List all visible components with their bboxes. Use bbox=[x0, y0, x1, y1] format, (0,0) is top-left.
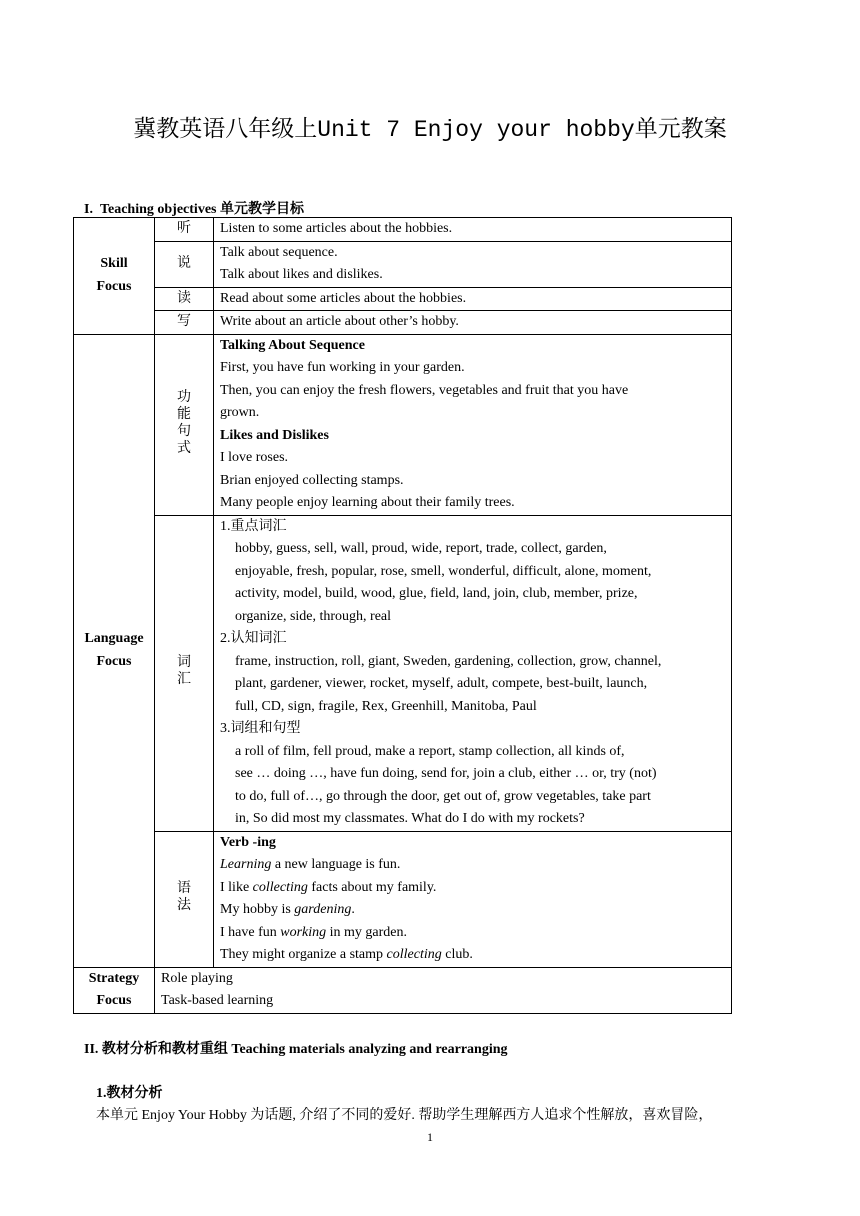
section-1-heading bbox=[84, 198, 304, 218]
body-paragraph: 本单元 Enjoy Your Hobby 为话题, 介绍了不同的爱好. 帮助学生理解西方人追求个性解放，喜欢冒险， bbox=[96, 1108, 713, 1123]
grammar-key: 语 法 bbox=[155, 831, 214, 967]
skill-content-listen: Listen to some articles about the hobbies. bbox=[214, 218, 732, 242]
skill-key-read: 读 bbox=[155, 287, 214, 311]
vocabulary-key: 词 汇 bbox=[155, 515, 214, 831]
table-row bbox=[74, 218, 732, 242]
skill-key-listen: 听 bbox=[155, 218, 214, 242]
strategy-focus-label: Strategy Focus bbox=[74, 967, 155, 1013]
section-1-title: Teaching objectives 单元教学目标 bbox=[99, 202, 304, 217]
functions-content: Talking About Sequence First, you have fun working in your garden. Then, you can enjoy the fresh flowers, vegetables and fruit that you have grown. Likes and Dislikes I love roses. Brian enjoyed collecting stamps. Many people enjoy learning about their family trees. bbox=[214, 334, 732, 515]
table-row bbox=[74, 967, 732, 1013]
table-row bbox=[74, 241, 732, 287]
skill-focus-label: Skill Focus bbox=[74, 218, 155, 335]
page-number: 1 bbox=[427, 1130, 433, 1144]
skill-key-speak: 说 bbox=[155, 241, 214, 287]
skill-key-write: 写 bbox=[155, 311, 214, 335]
section-1-number: I. bbox=[84, 202, 93, 217]
section-2-heading: II. 教材分析和教材重组 Teaching materials analyzing and rearranging bbox=[84, 1042, 508, 1057]
grammar-content: Verb -ing Learning a new language is fun. I like collecting facts about my family. My hobby is gardening. I have fun working in my garden. They might organize a stamp collecting club. bbox=[214, 831, 732, 967]
table-row bbox=[74, 287, 732, 311]
functions-key: 功 能 句 式 bbox=[155, 334, 214, 515]
subsection-1-heading: 1.教材分析 bbox=[96, 1086, 163, 1101]
document-title: 冀教英语八年级上Unit 7 Enjoy your hobby单元教案 bbox=[133, 117, 727, 143]
table-row bbox=[74, 334, 732, 515]
table-row bbox=[74, 515, 732, 831]
table-row bbox=[74, 311, 732, 335]
skill-content-write: Write about an article about other’s hobby. bbox=[214, 311, 732, 335]
language-focus-label: Language Focus bbox=[74, 334, 155, 967]
vocabulary-content: 1.重点词汇 hobby, guess, sell, wall, proud, wide, report, trade, collect, garden, enjoyable, fresh, popular, rose, smell, wonderful, difficult, alone, moment, activity, model, build, wood, glue, field, land, join, club, member, prize, organize, side, through, real 2.认知词汇 frame, instruction, roll, giant, Sweden, gardening, collection, grow, channel, plant, gardener, viewer, rocket, myself, adult, compete, best-built, launch, full, CD, sign, fragile, Rex, Greenhill, Manitoba, Paul 3.词组和句型 a roll of film, fell proud, make a report, stamp collection, all kinds of, see … doing …, have fun doing, send for, join a club, either … or, try (not) to do, full of…, go through the door, get out of, grow vegetables, take part in, So did most my classmates. What do I do with my rockets? bbox=[214, 515, 732, 831]
objectives-table bbox=[73, 217, 732, 1014]
skill-content-read: Read about some articles about the hobbies. bbox=[214, 287, 732, 311]
strategy-content: Role playing Task-based learning bbox=[155, 967, 732, 1013]
table-row bbox=[74, 831, 732, 967]
skill-content-speak: Talk about sequence. Talk about likes and dislikes. bbox=[214, 241, 732, 287]
